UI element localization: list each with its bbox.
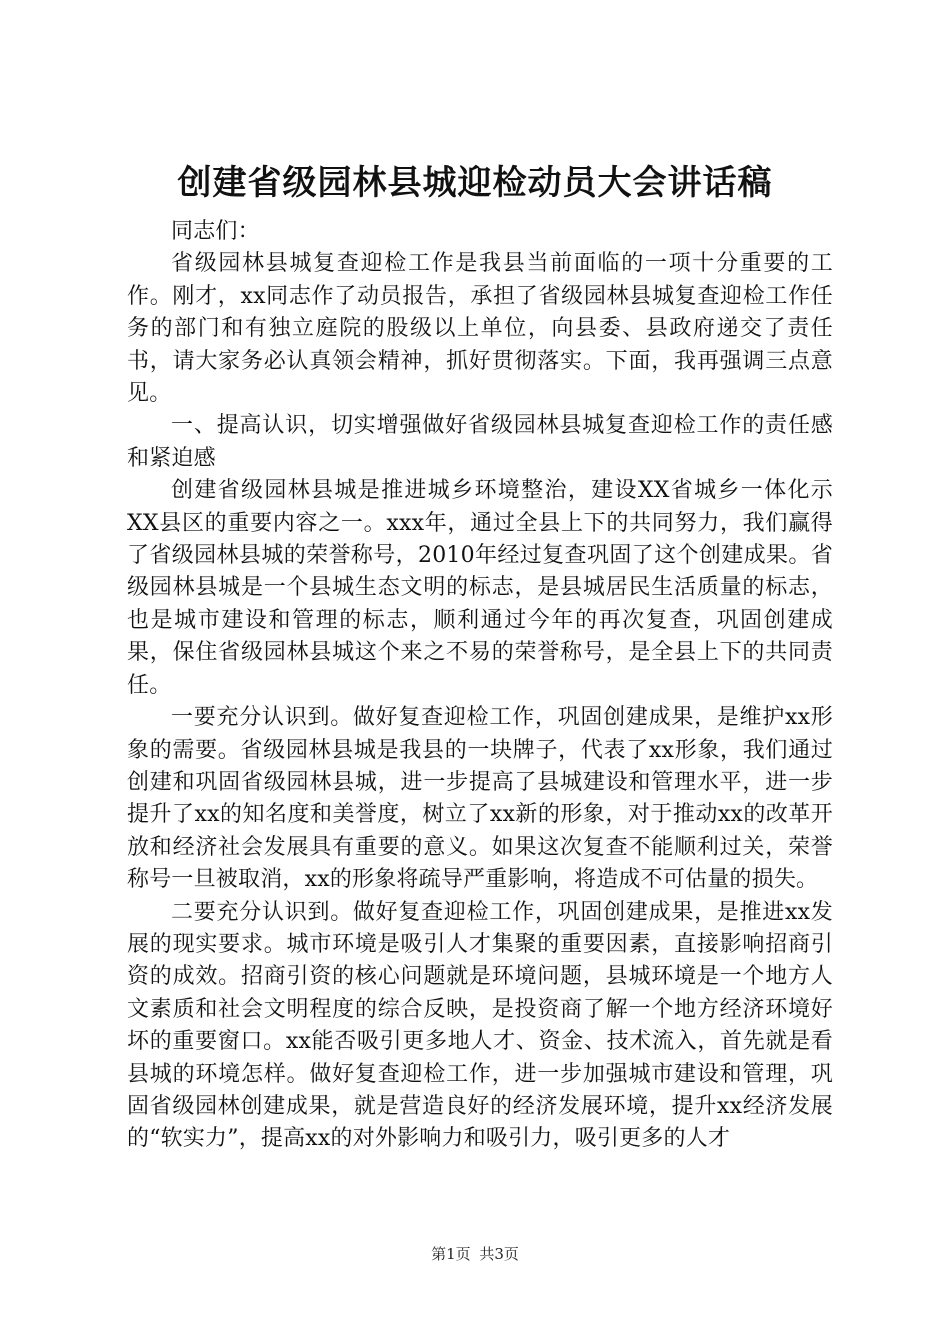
page-total: 共3页 (479, 1245, 519, 1263)
body-paragraph: 省级园林县城复查迎检工作是我县当前面临的一项十分重要的工作。刚才，xx同志作了动员报告，承担了省级园林县城复查迎检工作任务的部门和有独立庭院的股级以上单位，向县委、县政府递交了责任书，请大家务必认真领会精神，抓好贯彻落实。下面，我再强调三点意见。 (127, 251, 833, 407)
document-title: 创建省级园林县城迎检动员大会讲话稿 (177, 163, 773, 203)
document-body (127, 216, 833, 1156)
body-paragraph: 一要充分认识到。做好复查迎检工作，巩固创建成果，是维护xx形象的需要。省级园林县城是我县的一块牌子，代表了xx形象，我们通过创建和巩固省级园林县城，进一步提高了县城建设和管理水平，进一步提升了xx的知名度和美誉度，树立了xx新的形象，对于推动xx的改革开放和经济社会发展具有重要的意义。如果这次复查不能顺利过关，荣誉称号一旦被取消，xx的形象将疏导严重影响，将造成不可估量的损失。 (127, 705, 833, 893)
page-number: 第1页 (431, 1245, 471, 1263)
body-paragraph: 二要充分认识到。做好复查迎检工作，巩固创建成果，是推进xx发展的现实要求。城市环境是吸引人才集聚的重要因素，直接影响招商引资的成效。招商引资的核心问题就是环境问题，县城环境是一个地方人文素质和社会文明程度的综合反映，是投资商了解一个地方经济环境好坏的重要窗口。xx能否吸引更多地人才、资金、技术流入，首先就是看县城的环境怎样。做好复查迎检工作，进一步加强城市建设和管理，巩固省级园林创建成果，就是营造良好的经济发展环境，提升xx经济发展的“软实力”，提高xx的对外影响力和吸引力，吸引更多的人才 (127, 899, 833, 1152)
body-paragraph: 创建省级园林县城是推进城乡环境整治，建设XX省城乡一体化示XX县区的重要内容之一。xxx年，通过全县上下的共同努力，我们赢得了省级园林县城的荣誉称号，2010年经过复查巩固了这个创建成果。省级园林县城是一个县城生态文明的标志，是县城居民生活质量的标志，也是城市建设和管理的标志，顺利通过今年的再次复查，巩固创建成果，保住省级园林县城这个来之不易的荣誉称号，是全县上下的共同责任。 (127, 478, 833, 698)
salutation: 同志们： (171, 219, 260, 244)
section-heading: 一、提高认识，切实增强做好省级园林县城复查迎检工作的责任感和紧迫感 (127, 413, 833, 471)
page-footer (0, 1244, 950, 1264)
